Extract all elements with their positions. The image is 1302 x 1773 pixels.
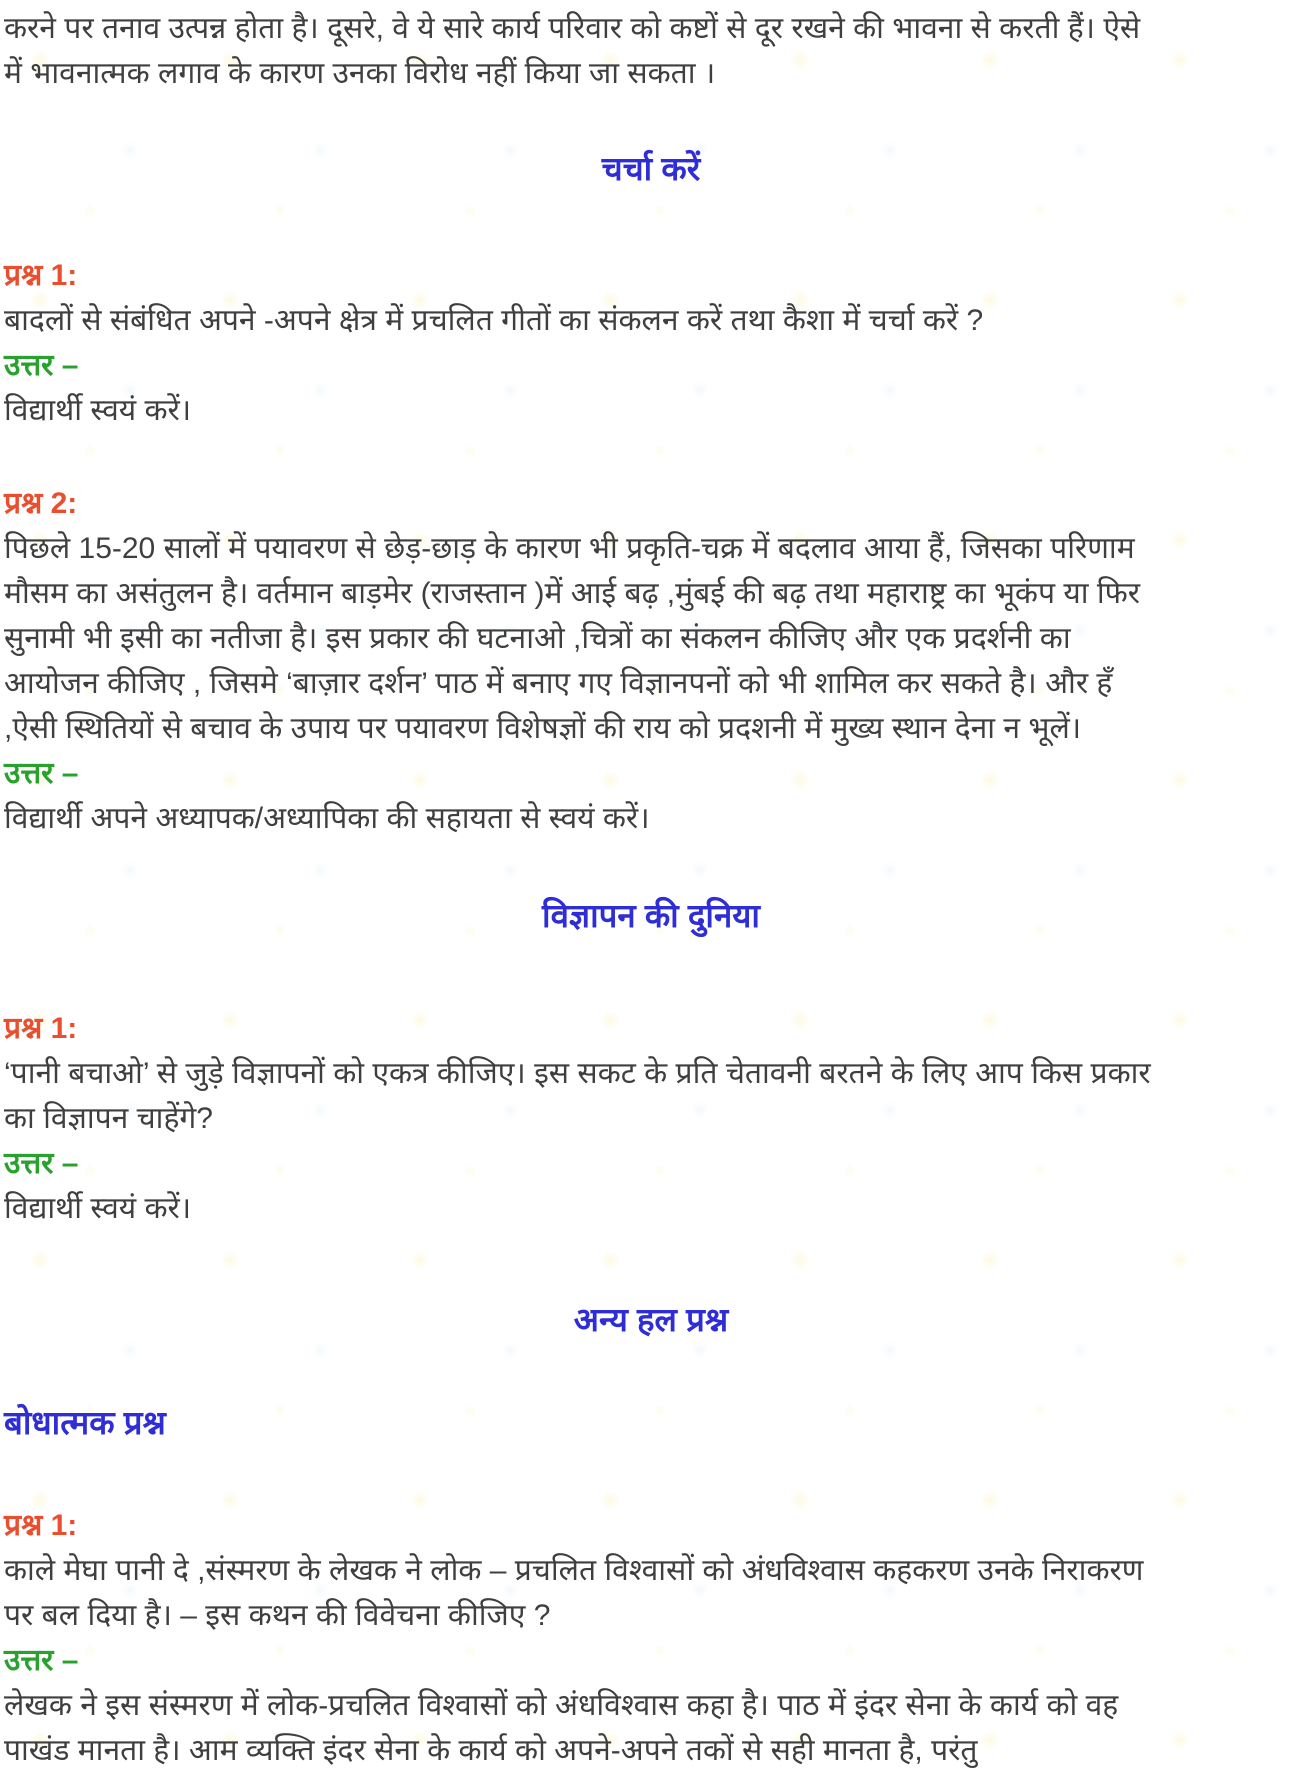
qa-block-discussion-2	[4, 481, 1298, 841]
qa-block-ad-1	[4, 1006, 1298, 1231]
section-heading-ad-world: विज्ञापन की दुनिया	[542, 897, 760, 934]
qa-block-comprehension-1	[4, 1503, 1298, 1773]
question-text: पिछले 15-20 सालों में पयावरण से छेड़-छाड़ के कारण भी प्रकृति-चक्र में बदलाव आया हैं, जिसका परिणाम मौसम का असंतुलन है। वर्तमान बाड़मेर (राजस्तान )में आई बढ़ ,मुंबई की बढ़ तथा महाराष्ट्र का भूकंप या फिर सुनामी भी इसी का नतीजा है। इस प्रकार की घटनाओ ,चित्रों का संकलन कीजिए और एक प्रदर्शनी का आयोजन कीजिए , जिसमे ‘बाज़ार दर्शन’ पाठ में बनाए गए विज्ञानपनों को भी शामिल कर सकते है। और हँ ,ऐसी स्थितियों से बचाव के उपाय पर पयावरण विशेषज्ञों की राय को प्रदशनी में मुख्य स्थान देना न भूलें।	[4, 532, 1141, 745]
question-label: प्रश्न 1:	[4, 1012, 78, 1045]
intro-paragraph: करने पर तनाव उत्पन्न होता है। दूसरे, वे ये सारे कार्य परिवार को कष्टों से दूर रखने की भावना से करती हैं। ऐसे में भावनात्मक लगाव के कारण उनका विरोध नहीं किया जा सकता ।	[4, 12, 1141, 90]
answer-label: उत्तर –	[4, 349, 79, 382]
question-label: प्रश्न 2:	[4, 487, 78, 520]
question-text: काले मेघा पानी दे ,संस्मरण के लेखक ने लोक – प्रचलित विश्वासों को अंधविश्वास कहकरण उनके निराकरण पर बल दिया है। – इस कथन की विवेचना कीजिए ?	[4, 1554, 1144, 1632]
answer-text: लेखक ने इस संस्मरण में लोक-प्रचलित विश्वासों को अंधविश्वास कहा है। पाठ में इंदर सेना के कार्य को वह पाखंड मानता है। आम व्यक्ति इंदर सेना के कार्य को अपने-अपने तकों से सही मानता है, परंतु	[4, 1689, 1119, 1767]
answer-label: उत्तर –	[4, 757, 79, 790]
question-text: बादलों से संबंधित अपने -अपने क्षेत्र में प्रचलित गीतों का संकलन करें तथा कैशा में चर्चा करें ?	[4, 304, 984, 337]
answer-label: उत्तर –	[4, 1644, 79, 1677]
answer-text: विद्यार्थी अपने अध्यापक/अध्यापिका की सहायता से स्वयं करें।	[4, 802, 650, 835]
subsection-heading-comprehension: बोधात्मक प्रश्न	[4, 1404, 166, 1441]
answer-text: विद्यार्थी स्वयं करें।	[4, 394, 192, 427]
answer-text: विद्यार्थी स्वयं करें।	[4, 1192, 192, 1225]
section-heading-discussion: चर्चा करें	[601, 150, 701, 187]
qa-block-discussion-1	[4, 253, 1298, 433]
question-label: प्रश्न 1:	[4, 259, 78, 292]
section-heading-other-solved: अन्य हल प्रश्न	[573, 1301, 729, 1338]
question-label: प्रश्न 1:	[4, 1509, 78, 1542]
question-text: ‘पानी बचाओ’ से जुड़े विज्ञापनों को एकत्र कीजिए। इस सकट के प्रति चेतावनी बरतने के लिए आप किस प्रकार का विज्ञापन चाहेंगे?	[4, 1057, 1151, 1135]
document-content	[4, 6, 1298, 1773]
answer-label: उत्तर –	[4, 1147, 79, 1180]
